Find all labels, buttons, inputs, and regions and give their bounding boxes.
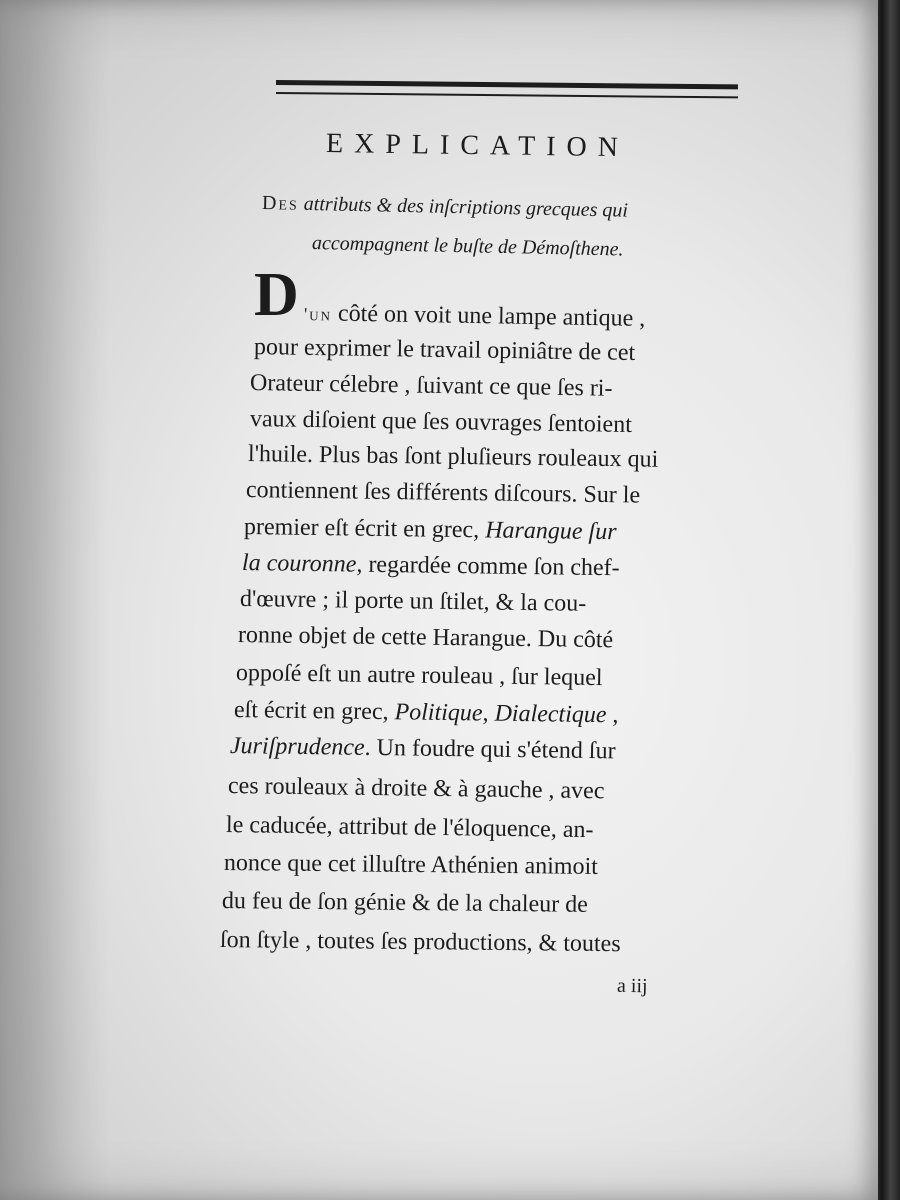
line-7-italic: Harangue ſur: [485, 517, 617, 546]
body-line-4: vaux diſoient que ſes ouvrages ſentoient: [249, 406, 633, 438]
body-line-12: [234, 697, 619, 729]
body-line-15: le caducée, attribut de l'éloquence, an-: [225, 812, 594, 844]
page-folio: a iij: [616, 974, 648, 998]
body-line-9: d'œuvre ; il porte un ſtilet, & la cou-: [239, 586, 587, 617]
page-heading: EXPLICATION: [325, 128, 630, 164]
subtitle-line-2: accompagnent le buſte de Démoſthene.: [311, 232, 624, 261]
line-12-b: ,: [482, 700, 495, 727]
page-shadow: [0, 0, 110, 1200]
subtitle-line-1: [262, 192, 628, 223]
subtitle-lead: Des: [261, 192, 300, 215]
line-8-b: , regardée comme ſon chef-: [356, 551, 620, 582]
body-line-6: contiennent ſes différents diſcours. Sur le: [245, 477, 641, 509]
header-rule-thick: [276, 80, 738, 89]
body-line-7: [244, 514, 617, 546]
line-12-a: eſt écrit en grec,: [233, 697, 395, 726]
line-13-b: . Un foudre qui s'étend ſur: [364, 734, 616, 765]
body-line-11: oppoſé eſt un autre rouleau , ſur lequel: [235, 660, 603, 692]
line-7-a: premier eſt écrit en grec,: [243, 514, 486, 544]
body-line-10: ronne objet de cette Harangue. Du côté: [237, 622, 614, 654]
line-1-smallcaps: 'un: [303, 304, 333, 325]
body-line-5: l'huile. Plus bas ſont pluſieurs rouleaux qui: [247, 441, 659, 473]
subtitle-line-1-rest: attributs & des inſcriptions grecques qui: [298, 192, 629, 222]
body-line-18: ſon ſtyle , toutes ſes productions, & toutes: [219, 927, 621, 958]
line-12-c: ,: [606, 702, 619, 729]
line-1-rest: côté on voit une lampe antique ,: [331, 300, 646, 332]
body-line-2: pour exprimer le travail opiniâtre de cet: [253, 334, 636, 366]
body-line-1: [304, 300, 646, 333]
body-line-14: ces rouleaux à droite & à gauche , avec: [227, 773, 605, 805]
body-line-13: [230, 733, 616, 765]
drop-capital: D: [254, 261, 299, 329]
line-12-italic-2: Dialectique: [494, 700, 607, 729]
body-line-3: Orateur célebre , ſuivant ce que ſes ri-: [249, 370, 613, 402]
line-13-italic: Juriſprudence: [229, 733, 365, 761]
header-rule-thin: [276, 92, 738, 98]
line-8-italic: la couronne: [241, 550, 357, 578]
body-line-17: du feu de ſon génie & de la chaleur de: [221, 888, 588, 918]
line-12-italic-1: Politique: [394, 699, 483, 727]
body-line-8: [242, 550, 620, 582]
body-line-16: nonce que cet illuſtre Athénien animoit: [223, 850, 599, 880]
